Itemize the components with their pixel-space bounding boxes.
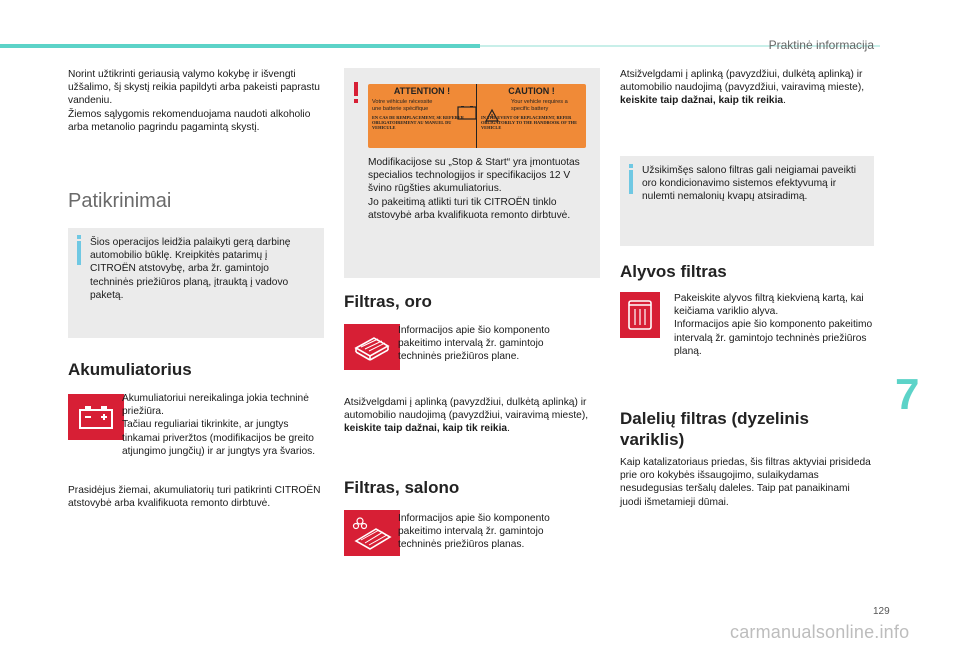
right-intro-end: . — [783, 95, 786, 107]
air-note-plain: Atsižvelgdami į aplinką (pavyzdžiui, dulkėtą aplinką) ir automobilio naudojimą (pavyzdžiui, vairavimą mieste), — [344, 397, 589, 422]
oil-filter-text — [674, 292, 874, 358]
info-icon — [629, 170, 633, 194]
cabin-filter-icon-graphic — [350, 515, 394, 551]
oil-filter-icon-graphic — [626, 297, 654, 333]
battery-text-line-2: Tačiau reguliariai tikrinkite, ar jungtys tinkamai priveržtos (modifikacijos be greito atjungimo jungčių) ir ar jungtys yra švarios. — [122, 419, 316, 457]
air-filter-icon-graphic — [352, 332, 392, 362]
sticker-en-text: Your vehicle requires a specific battery — [511, 99, 568, 112]
header-accent-bar — [0, 44, 480, 48]
air-note-end: . — [507, 423, 510, 435]
intro-line-2: Žiemos sąlygomis rekomenduojama naudoti alkoholio arba metanolio pagrindu pagamintą skystį. — [68, 108, 311, 133]
watermark: carmanualsonline.info — [730, 622, 910, 642]
page-header-title: Praktinė informacija — [768, 38, 874, 52]
right-intro-plain: Atsižvelgdami į aplinką (pavyzdžiui, dulkėtą aplinką) ir automobilio naudojimą (pavyzdžiui, vairavimą mieste), — [620, 69, 865, 94]
sticker-attention: ATTENTION ! — [393, 86, 451, 96]
warning-icon — [350, 80, 362, 104]
sticker-en-small: IN THE EVENT OF REPLACEMENT, REFER OBLIGATORILY TO THE HANDBOOK OF THE VEHICLE — [481, 115, 578, 130]
air-filter-icon — [344, 324, 400, 370]
cabin-info-box — [620, 156, 874, 246]
air-filter-text: Informacijos apie šio komponento pakeitimo intervalą žr. gamintojo techninės priežiūros plane. — [398, 325, 550, 363]
battery-icon-graphic — [78, 404, 114, 430]
battery-text-line-1: Akumuliatoriui nereikalinga jokia techninė priežiūra. — [122, 393, 309, 418]
checks-heading: Patikrinimai — [68, 190, 172, 212]
sticker-caution: CAUTION ! — [508, 86, 555, 96]
air-filter-note — [344, 396, 602, 436]
dpf-heading: Dalelių filtras (dyzelinis variklis) — [620, 409, 809, 449]
sticker-fr-small: EN CAS DE REMPLACEMENT, SE REFERER OBLIGATOIREMENT AU MANUEL DU VEHICULE — [372, 115, 464, 130]
checks-info-text: Šios operacijos leidžia palaikyti gerą darbinę automobilio būklę. Kreipkitės patarimų į CITROËN atstovybę, arba žr. gamintojo techninės priežiūros planą, įtrauktą į vadovo paketą. — [90, 237, 291, 301]
right-intro — [620, 68, 876, 108]
intro-line-1: Norint užtikrinti geriausią valymo kokybę ir išvengti užšalimo, šį skystį reikia papildyti arba pakeisti paprastu vandeniu. — [68, 69, 320, 107]
oil-text-line-2: Informacijos apie šio komponento pakeitimo intervalą žr. gamintojo techninės priežiūros planą. — [674, 319, 873, 357]
battery-icon — [68, 394, 124, 440]
battery-heading: Akumuliatorius — [68, 360, 192, 379]
cabin-info-text: Užsikimšęs salono filtras gali neigiamai paveikti oro kondicionavimo sistemos efektyvumą ir nulemti nemalonių kvapų atsiradimą. — [642, 165, 857, 203]
cabin-filter-heading: Filtras, salono — [344, 478, 460, 497]
oil-filter-heading: Alyvos filtras — [620, 262, 727, 281]
stop-start-line-2: Jo pakeitimą atlikti turi tik CITROËN tinklo atstovybė arba kvalifikuota remonto dirbtuvė. — [368, 196, 571, 221]
cabin-filter-text: Informacijos apie šio komponento pakeitimo intervalą žr. gamintojo techninės priežiūros planas. — [398, 513, 550, 551]
battery-note: Prasidėjus žiemai, akumuliatorių turi patikrinti CITROËN atstovybė arba kvalifikuota remonto dirbtuvė. — [68, 485, 321, 510]
oil-text-line-1: Pakeiskite alyvos filtrą kiekvieną kartą, kai keičiama variklio alyva. — [674, 293, 864, 318]
cabin-filter-icon — [344, 510, 400, 556]
battery-warning-sticker — [368, 84, 586, 148]
stop-start-text — [368, 156, 592, 222]
dpf-text: Kaip katalizatoriaus priedas, šis filtras aktyviai prisideda prie oro kokybės išsaugojimo, sulaikydamas nesudegusias teršalų daleles. Taip pat panaikinami juodi išmetamieji dūmai. — [620, 457, 871, 508]
info-icon — [77, 241, 81, 265]
chapter-number: 7 — [895, 370, 920, 419]
intro-paragraph — [68, 68, 324, 134]
sticker-fr-text: Votre véhicule nécessite une batterie spécifique — [372, 99, 433, 112]
sticker-symbols-icon — [448, 106, 506, 124]
air-note-bold: keiskite taip dažnai, kaip tik reikia — [344, 423, 508, 435]
air-filter-heading: Filtras, oro — [344, 292, 432, 311]
stop-start-line-1: Modifikacijose su „Stop & Start“ yra įmontuotas specialios technologijos ir specifikacijos 12 V švino rūgšties akumuliatorius. — [368, 157, 580, 195]
page-number: 129 — [873, 606, 890, 617]
oil-filter-icon — [620, 292, 660, 338]
checks-info-box — [68, 228, 324, 338]
right-intro-bold: keiskite taip dažnai, kaip tik reikia — [620, 95, 784, 107]
battery-text — [122, 392, 322, 458]
